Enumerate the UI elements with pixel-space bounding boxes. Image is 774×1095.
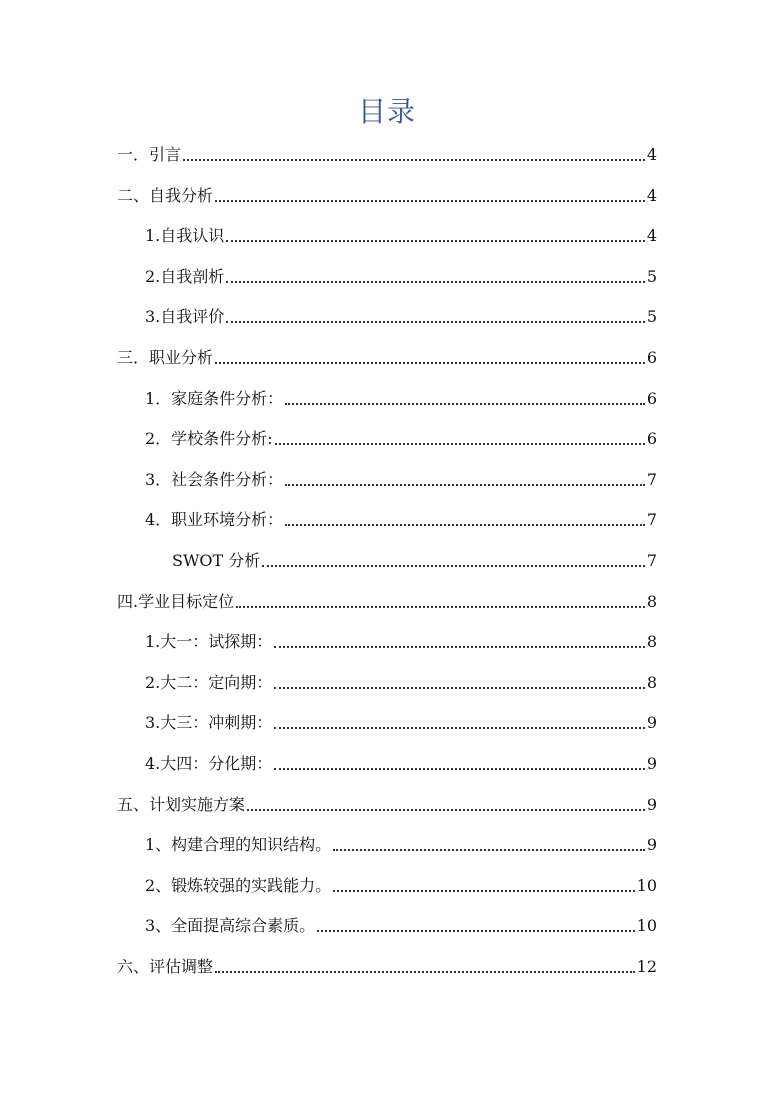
toc-dot-leader <box>247 809 645 811</box>
toc-entry-label: 2、锻炼较强的实践能力。 <box>145 876 332 895</box>
toc-dot-leader <box>226 321 645 323</box>
toc-page-number: 8 <box>646 592 657 611</box>
toc-dot-leader <box>274 727 645 729</box>
toc-page-number: 7 <box>646 551 657 570</box>
toc-page-number: 10 <box>636 916 657 935</box>
toc-entry[interactable] <box>145 223 657 247</box>
toc-entry[interactable] <box>117 142 657 166</box>
toc-entry[interactable] <box>117 792 657 816</box>
toc-dot-leader <box>274 646 645 648</box>
toc-entry[interactable] <box>145 751 657 775</box>
toc-page-number: 4 <box>646 145 657 164</box>
toc-page-number: 4 <box>646 226 657 245</box>
toc-page-number: 12 <box>636 957 657 976</box>
toc-entry-label: 3.大三：冲刺期： <box>145 713 273 732</box>
toc-entry[interactable] <box>145 710 657 734</box>
toc-entry-label: 五、计划实施方案 <box>117 795 246 814</box>
toc-entry-label: 3．社会条件分析： <box>145 470 284 489</box>
toc-entry[interactable] <box>145 507 657 531</box>
toc-entry-label: 一．引言 <box>117 145 182 164</box>
toc-entry-label: 1．家庭条件分析： <box>145 389 284 408</box>
toc-entry[interactable] <box>117 954 657 978</box>
toc-entry[interactable] <box>145 386 657 410</box>
toc-dot-leader <box>274 687 645 689</box>
toc-title: 目录 <box>357 95 416 128</box>
toc-entry[interactable] <box>145 629 657 653</box>
toc-entry[interactable] <box>117 589 657 613</box>
toc-dot-leader <box>285 484 645 486</box>
toc-entry-label: 3.自我评价 <box>145 307 225 326</box>
toc-dot-leader <box>215 362 645 364</box>
toc-dot-leader <box>236 606 645 608</box>
toc-dot-leader <box>215 200 645 202</box>
toc-entry[interactable] <box>145 913 657 937</box>
toc-dot-leader <box>285 524 645 526</box>
toc-dot-leader <box>262 565 645 567</box>
toc-entry-label: 2.自我剖析 <box>145 267 225 286</box>
toc-page-number: 6 <box>646 389 657 408</box>
toc-entry-label: 三．职业分析 <box>117 348 214 367</box>
toc-entry-label: 2．学校条件分析: <box>145 429 273 448</box>
toc-dot-leader <box>215 971 635 973</box>
toc-page-number: 5 <box>646 267 657 286</box>
toc-entry[interactable] <box>117 183 657 207</box>
toc-entry-label: 四.学业目标定位 <box>117 592 235 611</box>
toc-page-number: 7 <box>646 510 657 529</box>
toc-entry-label: 1、构建合理的知识结构。 <box>145 835 332 854</box>
toc-page-number: 6 <box>646 348 657 367</box>
toc-dot-leader <box>183 159 645 161</box>
toc-page-number: 5 <box>646 307 657 326</box>
toc-entry-label: 4.大四：分化期： <box>145 754 273 773</box>
toc-page-number: 9 <box>646 754 657 773</box>
toc-entry[interactable] <box>117 345 657 369</box>
toc-dot-leader <box>226 281 645 283</box>
toc-entry[interactable] <box>145 873 657 897</box>
toc-entry[interactable] <box>145 832 657 856</box>
toc-page-number: 4 <box>646 186 657 205</box>
toc-dot-leader <box>275 443 645 445</box>
toc-entry-label: 2.大二：定向期： <box>145 673 273 692</box>
toc-page-number: 7 <box>646 470 657 489</box>
toc-page-number: 9 <box>646 835 657 854</box>
toc-entry[interactable] <box>145 670 657 694</box>
toc-dot-leader <box>317 930 634 932</box>
toc-entry[interactable] <box>145 264 657 288</box>
toc-page-number: 8 <box>646 632 657 651</box>
toc-page-number: 10 <box>636 876 657 895</box>
toc-entry-label: SWOT 分析 <box>172 551 261 570</box>
toc-entry-label: 3、全面提高综合素质。 <box>145 916 316 935</box>
toc-dot-leader <box>274 768 645 770</box>
toc-entry-label: 4．职业环境分析： <box>145 510 284 529</box>
toc-entry[interactable] <box>145 467 657 491</box>
toc-dot-leader <box>333 849 645 851</box>
toc-dot-leader <box>226 240 645 242</box>
toc-page-number: 9 <box>646 795 657 814</box>
toc-dot-leader <box>333 890 634 892</box>
toc-entry[interactable] <box>172 548 657 572</box>
toc-page-number: 9 <box>646 713 657 732</box>
toc-entry[interactable] <box>145 304 657 328</box>
toc-entry[interactable] <box>145 426 657 450</box>
toc-entry-label: 六、评估调整 <box>117 957 214 976</box>
toc-dot-leader <box>285 403 645 405</box>
toc-entry-label: 1.自我认识 <box>145 226 225 245</box>
toc-page-number: 6 <box>646 429 657 448</box>
toc-entry-label: 二、自我分析 <box>117 186 214 205</box>
toc-page-number: 8 <box>646 673 657 692</box>
toc-entry-label: 1.大一：试探期： <box>145 632 273 651</box>
